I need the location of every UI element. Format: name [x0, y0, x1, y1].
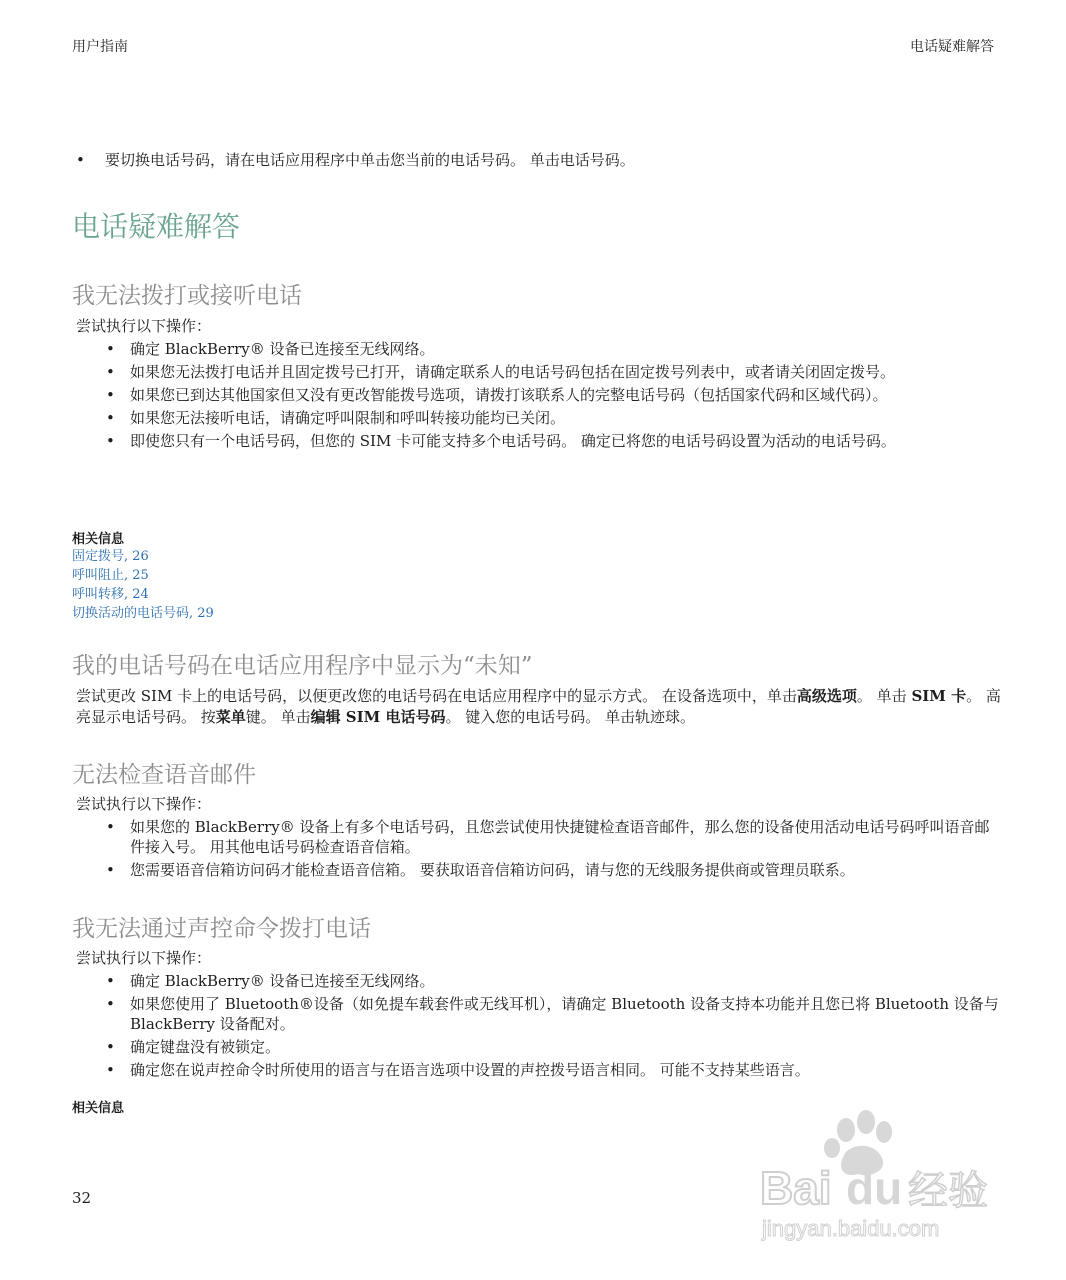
section-heading-unknown-number: 我的电话号码在电话应用程序中显示为“未知”: [72, 653, 533, 679]
list-item: • 如果您无法拨打电话并且固定拨号已打开，请确定联系人的电话号码包括在固定拨号列表中，或者请关闭固定拨号。: [106, 362, 1001, 382]
related-link-switch-number[interactable]: 切换活动的电话号码, 29: [72, 606, 214, 621]
bold-term: 高级选项: [796, 687, 857, 705]
page-number: 32: [72, 1189, 92, 1207]
related-info-heading: 相关信息: [72, 532, 125, 547]
paragraph-text: 。 高亮显示电话号码。 按: [76, 687, 1001, 726]
list-item: • 确定您在说声控命令时所使用的语言与在语言选项中设置的声控拨号语言相同。 可能不支持某些语言。: [106, 1060, 1001, 1080]
related-link-item[interactable]: [72, 585, 214, 604]
baidu-jingyan-watermark: [758, 1108, 1008, 1268]
section3-intro: 尝试执行以下操作：: [76, 795, 212, 813]
bold-term: 编辑 SIM 电话号码: [310, 708, 446, 726]
related-links: [72, 547, 214, 623]
related-link-item[interactable]: [72, 604, 214, 623]
section4-intro: 尝试执行以下操作：: [76, 949, 212, 967]
page-title: 电话疑难解答: [72, 210, 241, 243]
running-header-left: 用户指南: [72, 39, 128, 55]
list-item: • 如果您的 BlackBerry® 设备上有多个电话号码，且您尝试使用快捷键检查语音邮件，那么您的设备使用活动电话号码呼叫语音邮件接入号。 用其他电话号码检查语音信箱。: [106, 817, 1001, 857]
list-item: • 如果您无法接听电话，请确定呼叫限制和呼叫转接功能均已关闭。: [106, 408, 1001, 428]
paragraph-text: 。 单击: [856, 687, 912, 705]
watermark-brand: Bai: [760, 1162, 832, 1214]
related-link-call-forwarding[interactable]: 呼叫转移, 24: [72, 587, 149, 602]
list-item: • 如果您已到达其他国家但又没有更改智能拨号选项，请拨打该联系人的完整电话号码（包括国家代码和区域代码）。: [106, 385, 1001, 405]
section4-list: [106, 971, 1001, 1083]
related-link-call-barring[interactable]: 呼叫阻止, 25: [72, 568, 149, 583]
paragraph-text: 键。 单击: [245, 708, 311, 726]
related-info-heading: 相关信息: [72, 1101, 125, 1116]
top-bullet-text: 要切换电话号码，请在电话应用程序中单击您当前的电话号码。 单击电话号码。: [105, 151, 635, 169]
running-header-right: 电话疑难解答: [910, 39, 994, 55]
watermark-url: jingyan.baidu.com: [762, 1216, 940, 1241]
related-link-item[interactable]: [72, 547, 214, 566]
section2-paragraph: [76, 686, 1006, 728]
watermark-brand-du: du: [846, 1162, 903, 1214]
bold-term: SIM 卡: [911, 687, 967, 705]
section-heading-voice-dialing: 我无法通过声控命令拨打电话: [72, 916, 371, 942]
section-heading-voicemail: 无法检查语音邮件: [72, 762, 256, 788]
bold-term: 菜单: [215, 708, 246, 726]
list-item: • 即使您只有一个电话号码，但您的 SIM 卡可能支持多个电话号码。 确定已将您的电话号码设置为活动的电话号码。: [106, 431, 1001, 451]
related-link-item[interactable]: [72, 566, 214, 585]
list-item: • 确定 BlackBerry® 设备已连接至无线网络。: [106, 339, 1001, 359]
section3-list: [106, 817, 1001, 883]
watermark-cn: 经验: [908, 1168, 988, 1214]
paragraph-text: 。 键入您的电话号码。 单击轨迹球。: [445, 708, 696, 726]
list-item: • 确定 BlackBerry® 设备已连接至无线网络。: [106, 971, 1001, 991]
list-item: • 确定键盘没有被锁定。: [106, 1037, 1001, 1057]
section-heading-cannot-call: 我无法拨打或接听电话: [72, 283, 302, 309]
bullet-marker: •: [76, 151, 85, 169]
related-link-fixed-dialing[interactable]: 固定拨号, 26: [72, 549, 149, 564]
list-item: • 您需要语音信箱访问码才能检查语音信箱。 要获取语音信箱访问码，请与您的无线服务提供商或管理员联系。: [106, 860, 1001, 880]
paragraph-text: 尝试更改 SIM 卡上的电话号码，以便更改您的电话号码在电话应用程序中的显示方式。 在设备选项中，单击: [76, 687, 797, 705]
section1-list: [106, 339, 1001, 454]
list-item: • 如果您使用了 Bluetooth®设备（如免提车载套件或无线耳机），请确定 Bluetooth 设备支持本功能并且您已将 Bluetooth 设备与 BlackBerry 设备配对。: [106, 994, 1001, 1034]
section1-intro: 尝试执行以下操作：: [76, 317, 212, 335]
